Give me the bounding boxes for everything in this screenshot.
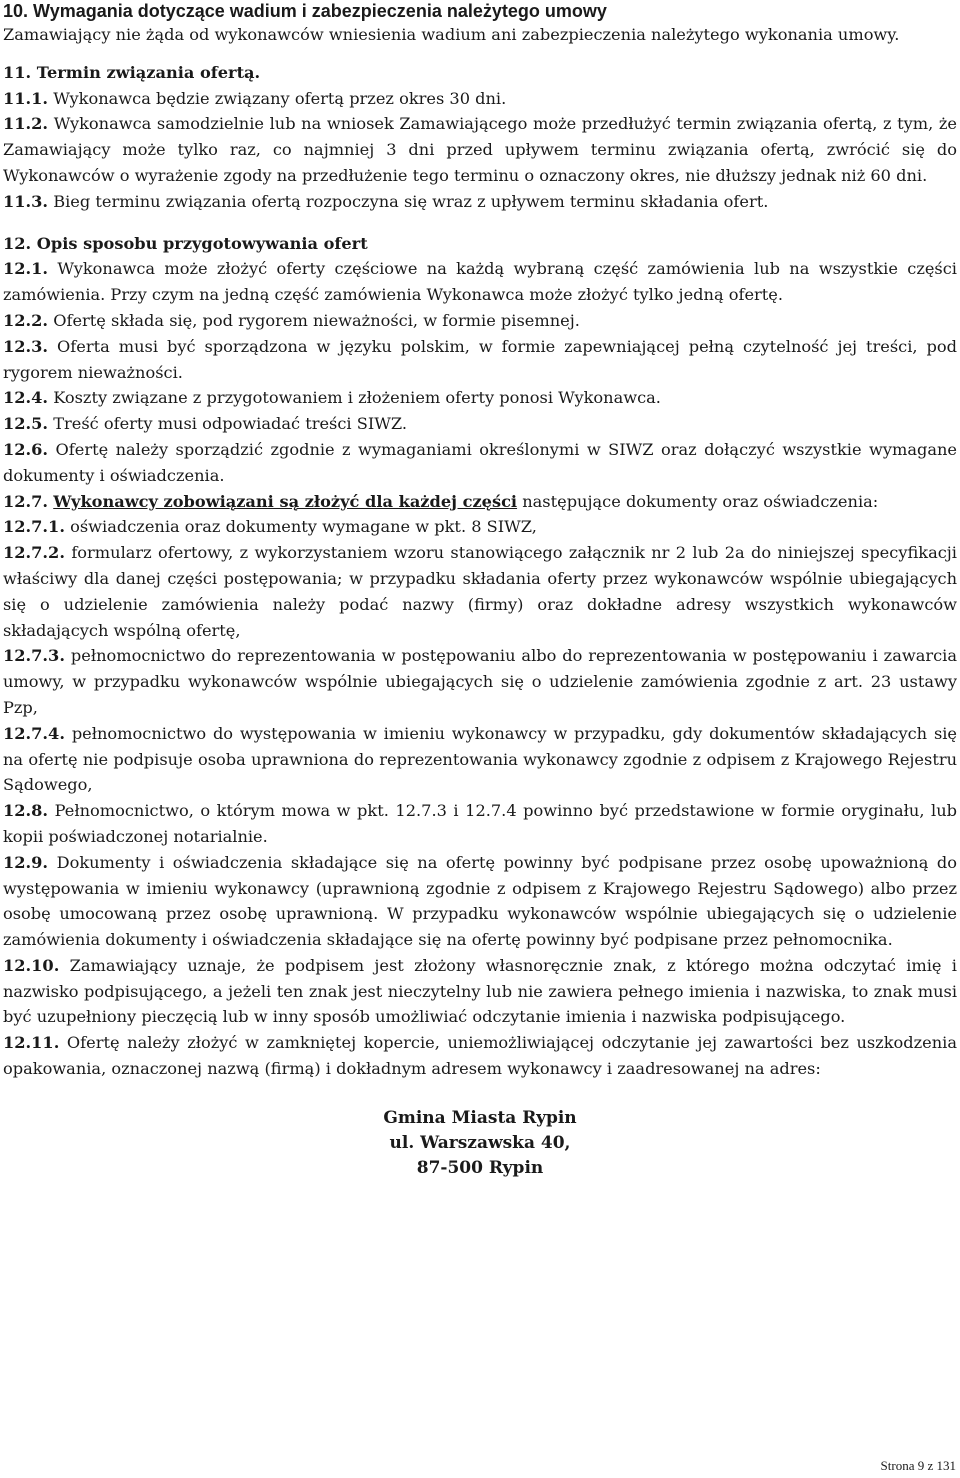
- item-number: 12.7.1.: [3, 517, 65, 537]
- address-line-name: Gmina Miasta Rypin: [383, 1107, 577, 1128]
- item-number: 12.11.: [3, 1033, 60, 1053]
- item-text: Wykonawca może złożyć oferty częściowe na każdą wybraną część zamówienia lub na wszystkie części zamówienia. Przy czym na jedną część zamówienia Wykonawca może złożyć tylko jedną ofertę.: [3, 259, 957, 305]
- section-12-heading: 12. Opis sposobu przygotowywania ofert: [3, 233, 368, 253]
- document-page: [3, 0, 957, 1181]
- item-number: 12.7.4.: [3, 723, 65, 743]
- item-12-7-3: [3, 643, 957, 720]
- item-text: Treść oferty musi odpowiadać treści SIWZ.: [53, 414, 407, 434]
- item-number: 11.1.: [3, 88, 49, 108]
- item-text: Ofertę składa się, pod rygorem nieważności, w formie pisemnej.: [53, 310, 580, 330]
- item-number: 12.3.: [3, 336, 49, 356]
- item-text: Wykonawca będzie związany ofertą przez okres 30 dni.: [53, 88, 507, 108]
- item-number: 12.6.: [3, 439, 49, 459]
- item-number: 11.3.: [3, 191, 49, 211]
- item-12-6: [3, 437, 957, 489]
- address-block: [3, 1106, 957, 1181]
- item-12-11: [3, 1030, 957, 1082]
- spacer: [3, 48, 957, 60]
- section-11-heading: 11. Termin związania ofertą.: [3, 62, 261, 82]
- item-text: Ofertę należy sporządzić zgodnie z wymaganiami określonymi w SIWZ oraz dołączyć wszystkie wymagane dokumenty i oświadczenia.: [3, 439, 957, 485]
- item-12-2: [3, 308, 957, 334]
- item-text: Pełnomocnictwo, o którym mowa w pkt. 12.7.3 i 12.7.4 powinno być przedstawione w formie oryginału, lub kopii poświadczonej notarialnie.: [3, 801, 957, 846]
- item-text: Koszty związane z przygotowaniem i złożeniem oferty ponosi Wykonawca.: [53, 388, 661, 408]
- item-number: 12.5.: [3, 414, 49, 434]
- item-12-9: [3, 850, 957, 953]
- item-number: 12.8.: [3, 801, 49, 821]
- item-11-3: [3, 189, 957, 215]
- page-number: Strona 9 z 131: [880, 1458, 956, 1473]
- item-12-8: [3, 798, 957, 850]
- item-12-10: [3, 953, 957, 1030]
- section-10-heading: 10. Wymagania dotyczące wadium i zabezpieczenia należytego umowy: [3, 1, 607, 21]
- item-12-7-4: [3, 721, 957, 798]
- item-number: 12.7.: [3, 491, 49, 511]
- item-12-7: [3, 489, 957, 515]
- item-text: Wykonawca samodzielnie lub na wniosek Zamawiającego może przedłużyć termin związania ofertą, z tym, że Zamawiający może tylko raz, co najmniej 3 dni przed upływem terminu związania ofertą, zwrócić się do Wykonawców o wyrażenie zgody na przedłużenie tego terminu o oznaczony okres, nie dłuższy jednak niż 60 dni.: [3, 114, 957, 185]
- item-text: Ofertę należy złożyć w zamkniętej kopercie, uniemożliwiającej odczytanie jej zawartości bez uszkodzenia opakowania, oznaczonej nazwą (firmą) i dokładnym adresem wykonawcy i zaadresowanej na adres:: [3, 1033, 957, 1079]
- item-number: 12.2.: [3, 310, 49, 330]
- item-number: 12.9.: [3, 852, 49, 872]
- item-12-7-2: [3, 540, 957, 643]
- item-12-5: [3, 411, 957, 437]
- item-number: 12.4.: [3, 388, 49, 408]
- item-text: następujące dokumenty oraz oświadczenia:: [517, 491, 879, 511]
- item-text: pełnomocnictwo do występowania w imieniu wykonawcy w przypadku, gdy dokumentów składających się na ofertę nie podpisuje osoba uprawniona do reprezentowania wykonawcy zgodnie z odpisem z Krajowego Rejestru Sądowego,: [3, 723, 958, 795]
- item-text: Bieg terminu związania ofertą rozpoczyna się wraz z upływem terminu składania ofert.: [53, 191, 769, 211]
- item-text: Zamawiający uznaje, że podpisem jest złożony własnoręcznie znak, z którego można odczytać imię i nazwisko podpisującego, a jeżeli ten znak jest nieczytelny lub nie zawiera pełnego imienia i nazwiska, to znak musi być uzupełniony pieczęcią lub w inny sposób umożliwiać odczytanie imienia i nazwiska podpisującego.: [3, 955, 957, 1027]
- item-text: formularz ofertowy, z wykorzystaniem wzoru stanowiącego załącznik nr 2 lub 2a do niniejszej specyfikacji właściwy dla danej części postępowania; w przypadku składania oferty przez wykonawców wspólnie ubiegających się o udzielenie zamówienia należy podać nazwy (firmy) oraz dokładne adresy wszystkich wykonawców składających wspólną ofertę,: [3, 543, 957, 640]
- item-11-2: [3, 111, 957, 188]
- item-number: 11.2.: [3, 114, 49, 134]
- item-number: 12.7.3.: [3, 646, 65, 666]
- address-line-city: 87-500 Rypin: [416, 1157, 544, 1178]
- item-text: Dokumenty i oświadczenia składające się na ofertę powinny być podpisane przez osobę upoważnioną do występowania w imieniu wykonawcy (uprawnioną zgodnie z odpisem z Krajowego Rejestru Sądowego) albo przez osobę umocowaną przez osobę uprawnioną. W przypadku wykonawców wspólnie ubiegających się o udzielenie zamówienia dokumenty i oświadczenia składające się na ofertę powinny być podpisane przez pełnomocnika.: [3, 852, 957, 950]
- item-number: 12.7.2.: [3, 543, 65, 563]
- item-number: 12.10.: [3, 955, 60, 975]
- item-underlined-text: Wykonawcy zobowiązani są złożyć dla każdej części: [53, 491, 518, 511]
- item-text: pełnomocnictwo do reprezentowania w postępowaniu albo do reprezentowania w postępowaniu i zawarcia umowy, w przypadku wykonawców wspólnie ubiegających się o udzielenie zamówienia zgodnie z art. 23 ustawy Pzp,: [3, 646, 957, 717]
- address-line-street: ul. Warszawska 40,: [389, 1132, 571, 1153]
- section-10-text: Zamawiający nie żąda od wykonawców wniesienia wadium ani zabezpieczenia należytego wykonania umowy.: [3, 25, 900, 44]
- item-12-1: [3, 256, 957, 308]
- item-text: oświadczenia oraz dokumenty wymagane w pkt. 8 SIWZ,: [70, 517, 537, 537]
- item-11-1: [3, 86, 957, 112]
- item-text: Oferta musi być sporządzona w języku polskim, w formie zapewniającej pełną czytelność jej treści, pod rygorem nieważności.: [3, 336, 957, 382]
- item-12-3: [3, 334, 957, 386]
- item-12-7-1: [3, 514, 957, 540]
- item-number: 12.1.: [3, 259, 49, 279]
- item-12-4: [3, 385, 957, 411]
